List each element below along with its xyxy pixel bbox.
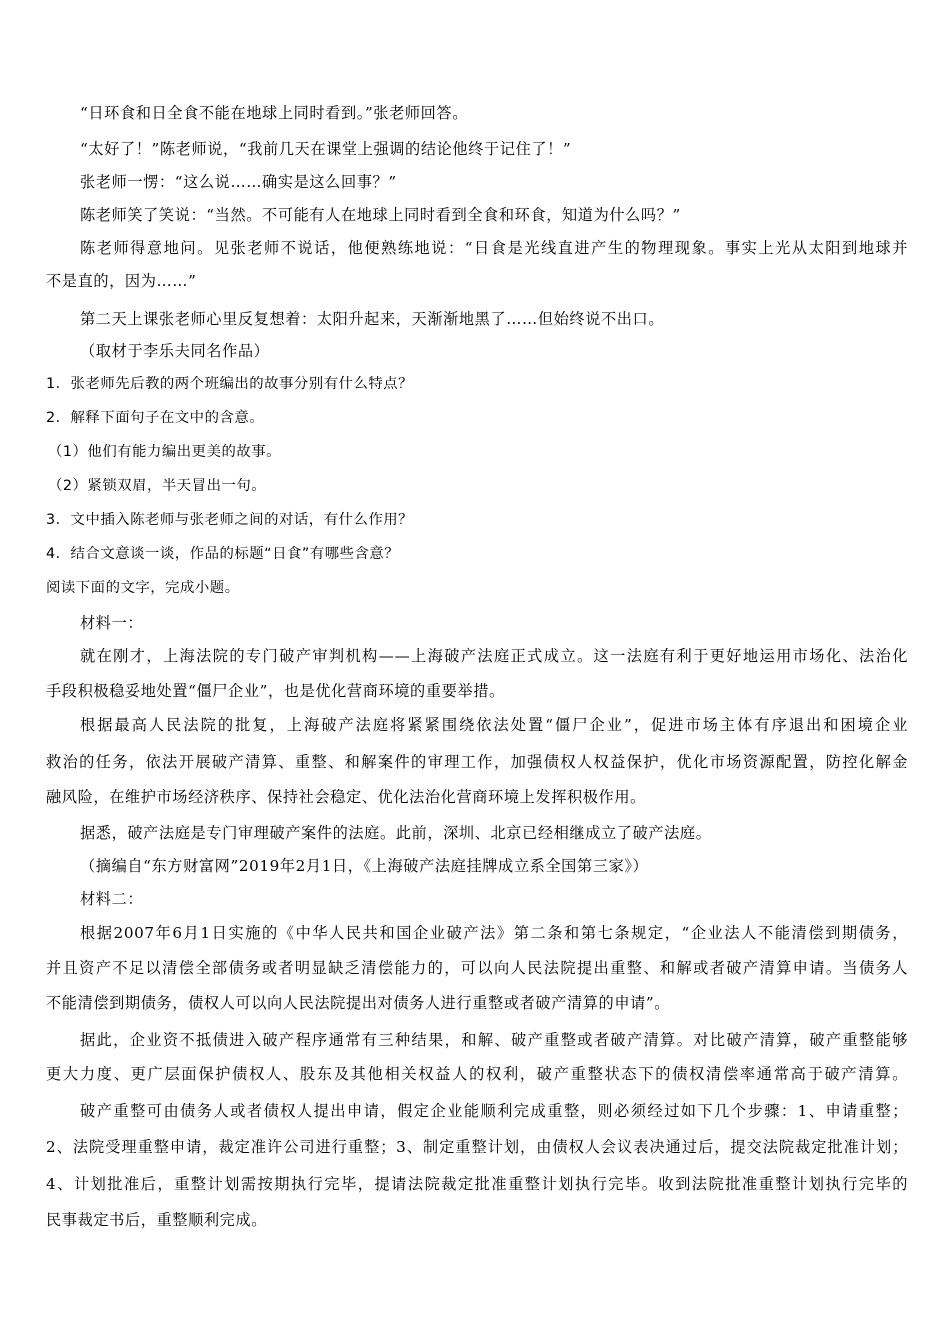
question-2-sub-1: （1）他们有能力编出更美的故事。 bbox=[48, 444, 282, 460]
material-2-paragraph-continued: 2、法院受理重整申请，裁定准许公司进行重整；3、制定重整计划，由债权人会议表决通过后，提交法院裁定批准计划； bbox=[46, 1138, 908, 1156]
material-2-paragraph-continued: 民事裁定书后，重整顺利完成。 bbox=[46, 1211, 268, 1229]
material-1-paragraph-continued: 手段积极稳妥地处置“僵尸企业”，也是优化营商环境的重要举措。 bbox=[46, 682, 505, 700]
material-2-paragraph-continued: 4、计划批准后，重整计划需按期执行完毕，提请法院裁定批准重整计划执行完毕。收到法院批准重整计划执行完毕的 bbox=[46, 1175, 908, 1193]
source-note: （取材于李乐夫同名作品） bbox=[80, 342, 270, 360]
material-2-paragraph-continued: 更大力度、更广层面保护债权人、股东及其他相关权益人的权利，破产重整状态下的债权清偿率通常高于破产清算。 bbox=[46, 1065, 908, 1083]
material-2-paragraph: 根据2007年6月1日实施的《中华人民共和国企业破产法》第二条和第七条规定，“企业法人不能清偿到期债务， bbox=[80, 924, 908, 942]
story-paragraph: 陈老师得意地问。见张老师不说话，他便熟练地说：“日食是光线直进产生的物理现象。事实上光从太阳到地球并 bbox=[80, 239, 908, 257]
material-1-paragraph: 根据最高人民法院的批复，上海破产法庭将紧紧围绕依法处置“僵尸企业”，促进市场主体有序退出和困境企业 bbox=[80, 716, 908, 734]
material-2-paragraph-continued: 不能清偿到期债务，债权人可以向人民法院提出对债务人进行重整或者破产清算的申请”。 bbox=[46, 994, 671, 1012]
story-paragraph: 第二天上课张老师心里反复想着：太阳升起来，天渐渐地黑了……但始终说不出口。 bbox=[80, 310, 665, 328]
question-4: 4．结合文意谈一谈，作品的标题“日食”有哪些含意？ bbox=[46, 546, 400, 562]
material-1-paragraph-continued: 救治的任务，依法开展破产清算、重整、和解案件的审理工作，加强债权人权益保护，优化市场资源配置，防控化解金 bbox=[46, 753, 908, 771]
question-2: 2．解释下面句子在文中的含意。 bbox=[46, 410, 265, 426]
material-2-paragraph: 破产重整可由债务人或者债权人提出申请，假定企业能顺利完成重整，则必须经过如下几个步骤：1、申请重整； bbox=[80, 1102, 908, 1120]
question-2-sub-2: （2）紧锁双眉，半天冒出一句。 bbox=[48, 478, 267, 494]
story-paragraph: “日环食和日全食不能在地球上同时看到。”张老师回答。 bbox=[80, 104, 469, 122]
question-1: 1．张老师先后教的两个班编出的故事分别有什么特点？ bbox=[46, 376, 414, 392]
material-1-paragraph: 就在刚才，上海法院的专门破产审判机构——上海破产法庭正式成立。这一法庭有利于更好地运用市场化、法治化 bbox=[80, 647, 908, 665]
material-1-source-note: （摘编自“东方财富网”2019年2月1日，《上海破产法庭挂牌成立系全国第三家》） bbox=[80, 857, 649, 875]
material-1-heading: 材料一： bbox=[80, 614, 144, 632]
reading-instruction: 阅读下面的文字，完成小题。 bbox=[46, 580, 240, 596]
story-paragraph: 张老师一愣：“这么说……确实是这么回事？” bbox=[80, 173, 397, 191]
story-paragraph: “太好了！”陈老师说，“我前几天在课堂上强调的结论他终于记住了！” bbox=[80, 140, 572, 158]
material-1-paragraph-continued: 融风险，在维护市场经济秩序、保持社会稳定、优化法治化营商环境上发挥积极作用。 bbox=[46, 788, 646, 806]
material-1-paragraph: 据悉，破产法庭是专门审理破产案件的法庭。此前，深圳、北京已经相继成立了破产法庭。 bbox=[80, 824, 712, 842]
story-paragraph: 陈老师笑了笑说：“当然。不可能有人在地球上同时看到全食和环食，知道为什么吗？” bbox=[80, 206, 681, 224]
material-2-paragraph: 据此，企业资不抵债进入破产程序通常有三种结果，和解、破产重整或者破产清算。对比破产清算，破产重整能够 bbox=[80, 1031, 908, 1049]
story-paragraph-continued: 不是直的，因为……” bbox=[46, 272, 197, 290]
material-2-paragraph-continued: 并且资产不足以清偿全部债务或者明显缺乏清偿能力的，可以向人民法院提出重整、和解或者破产清算申请。当债务人 bbox=[46, 959, 908, 977]
question-3: 3．文中插入陈老师与张老师之间的对话，有什么作用？ bbox=[46, 512, 414, 528]
material-2-heading: 材料二： bbox=[80, 890, 144, 908]
